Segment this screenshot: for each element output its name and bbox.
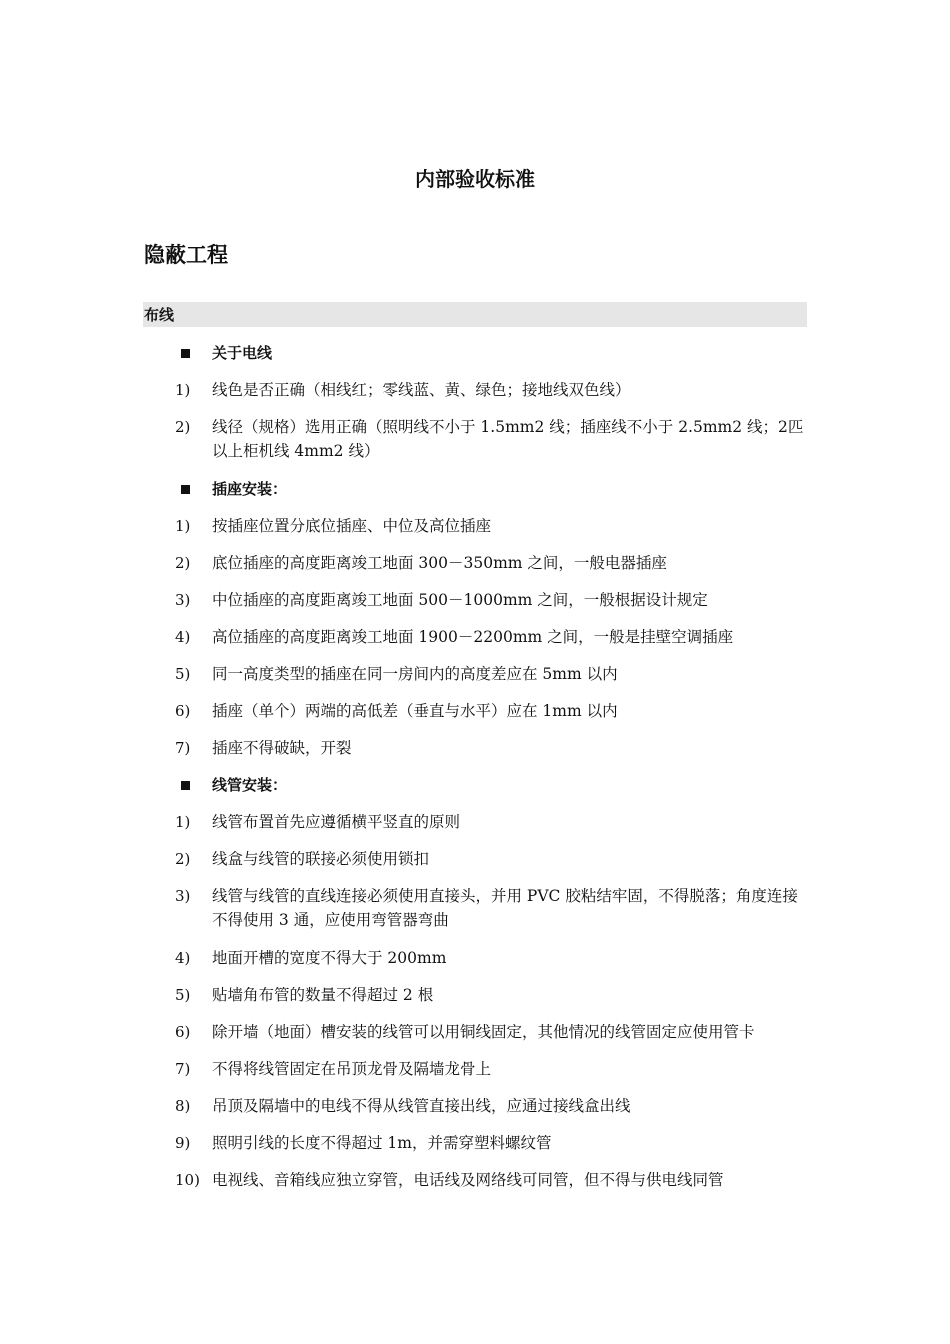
item-text: 线管与线管的直线连接必须使用直接头，并用 PVC 胶粘结牢固，不得脱落；角度连接不得使用 3 通，应使用弯管器弯曲 [212, 887, 798, 929]
item-text: 吊顶及隔墙中的电线不得从线管直接出线，应通过接线盒出线 [212, 1097, 631, 1115]
list-item [0, 412, 950, 474]
group-heading [0, 338, 950, 375]
item-text: 高位插座的高度距离竣工地面 1900－2200mm 之间，一般是挂壁空调插座 [212, 628, 734, 646]
item-number: 4) [175, 949, 191, 967]
item-number: 2) [175, 418, 191, 436]
list-item [0, 1017, 950, 1054]
item-number: 8) [175, 1097, 191, 1115]
item-text: 线色是否正确（相线红；零线蓝、黄、绿色；接地线双色线） [212, 381, 631, 399]
item-text: 插座不得破缺，开裂 [212, 739, 352, 757]
subsection-bar [143, 302, 807, 327]
item-number: 3) [175, 591, 191, 609]
square-bullet-icon [181, 349, 190, 358]
group-heading [0, 474, 950, 511]
item-number: 5) [175, 665, 191, 683]
square-bullet-icon [181, 485, 190, 494]
list-item [0, 622, 950, 659]
item-text: 贴墙角布管的数量不得超过 2 根 [212, 986, 434, 1004]
item-text: 线盒与线管的联接必须使用锁扣 [212, 850, 430, 868]
item-number: 1) [175, 813, 191, 831]
item-number: 6) [175, 702, 191, 720]
group-sockets [0, 474, 950, 770]
list-item [0, 375, 950, 412]
section-heading: 隐蔽工程 [144, 243, 228, 267]
item-list [0, 511, 950, 770]
list-item [0, 807, 950, 844]
item-number: 2) [175, 850, 191, 868]
list-item [0, 659, 950, 696]
group-wires [0, 338, 950, 474]
item-list [0, 807, 950, 1202]
content [0, 338, 950, 1202]
list-item [0, 585, 950, 622]
item-number: 9) [175, 1134, 191, 1152]
list-item [0, 511, 950, 548]
item-number: 10) [175, 1171, 200, 1189]
item-list [0, 375, 950, 474]
item-number: 6) [175, 1023, 191, 1041]
item-number: 1) [175, 517, 191, 535]
item-text: 除开墙（地面）槽安装的线管可以用铜线固定，其他情况的线管固定应使用管卡 [212, 1023, 755, 1041]
group-title: 关于电线 [212, 344, 273, 362]
list-item [0, 844, 950, 881]
list-item [0, 1091, 950, 1128]
item-number: 3) [175, 887, 191, 905]
item-text: 底位插座的高度距离竣工地面 300－350mm 之间，一般电器插座 [212, 554, 667, 572]
item-text: 插座（单个）两端的高低差（垂直与水平）应在 1mm 以内 [212, 702, 618, 720]
list-item [0, 980, 950, 1017]
item-number: 7) [175, 739, 191, 757]
item-number: 4) [175, 628, 191, 646]
list-item [0, 1128, 950, 1165]
subsection-label: 布线 [144, 306, 175, 324]
item-number: 2) [175, 554, 191, 572]
square-bullet-icon [181, 781, 190, 790]
item-text: 中位插座的高度距离竣工地面 500－1000mm 之间，一般根据设计规定 [212, 591, 708, 609]
list-item [0, 733, 950, 770]
item-text: 线管布置首先应遵循横平竖直的原则 [212, 813, 461, 831]
list-item [0, 1054, 950, 1091]
list-item [0, 548, 950, 585]
item-text: 不得将线管固定在吊顶龙骨及隔墙龙骨上 [212, 1060, 492, 1078]
group-title: 线管安装： [212, 776, 288, 794]
list-item [0, 696, 950, 733]
list-item [0, 1165, 950, 1202]
item-number: 7) [175, 1060, 191, 1078]
item-text: 线径（规格）选用正确（照明线不小于 1.5mm2 线；插座线不小于 2.5mm2 线；2匹以上柜机线 4mm2 线） [212, 418, 804, 460]
item-text: 地面开槽的宽度不得大于 200mm [212, 949, 447, 967]
item-text: 同一高度类型的插座在同一房间内的高度差应在 5mm 以内 [212, 665, 618, 683]
item-text: 电视线、音箱线应独立穿管，电话线及网络线可同管，但不得与供电线同管 [212, 1171, 724, 1189]
item-number: 1) [175, 381, 191, 399]
item-number: 5) [175, 986, 191, 1004]
item-text: 按插座位置分底位插座、中位及高位插座 [212, 517, 492, 535]
group-conduits [0, 770, 950, 1202]
item-text: 照明引线的长度不得超过 1m，并需穿塑料螺纹管 [212, 1134, 552, 1152]
group-heading [0, 770, 950, 807]
group-title: 插座安装： [212, 480, 288, 498]
document-title: 内部验收标准 [415, 167, 535, 191]
list-item [0, 943, 950, 980]
list-item [0, 881, 950, 943]
